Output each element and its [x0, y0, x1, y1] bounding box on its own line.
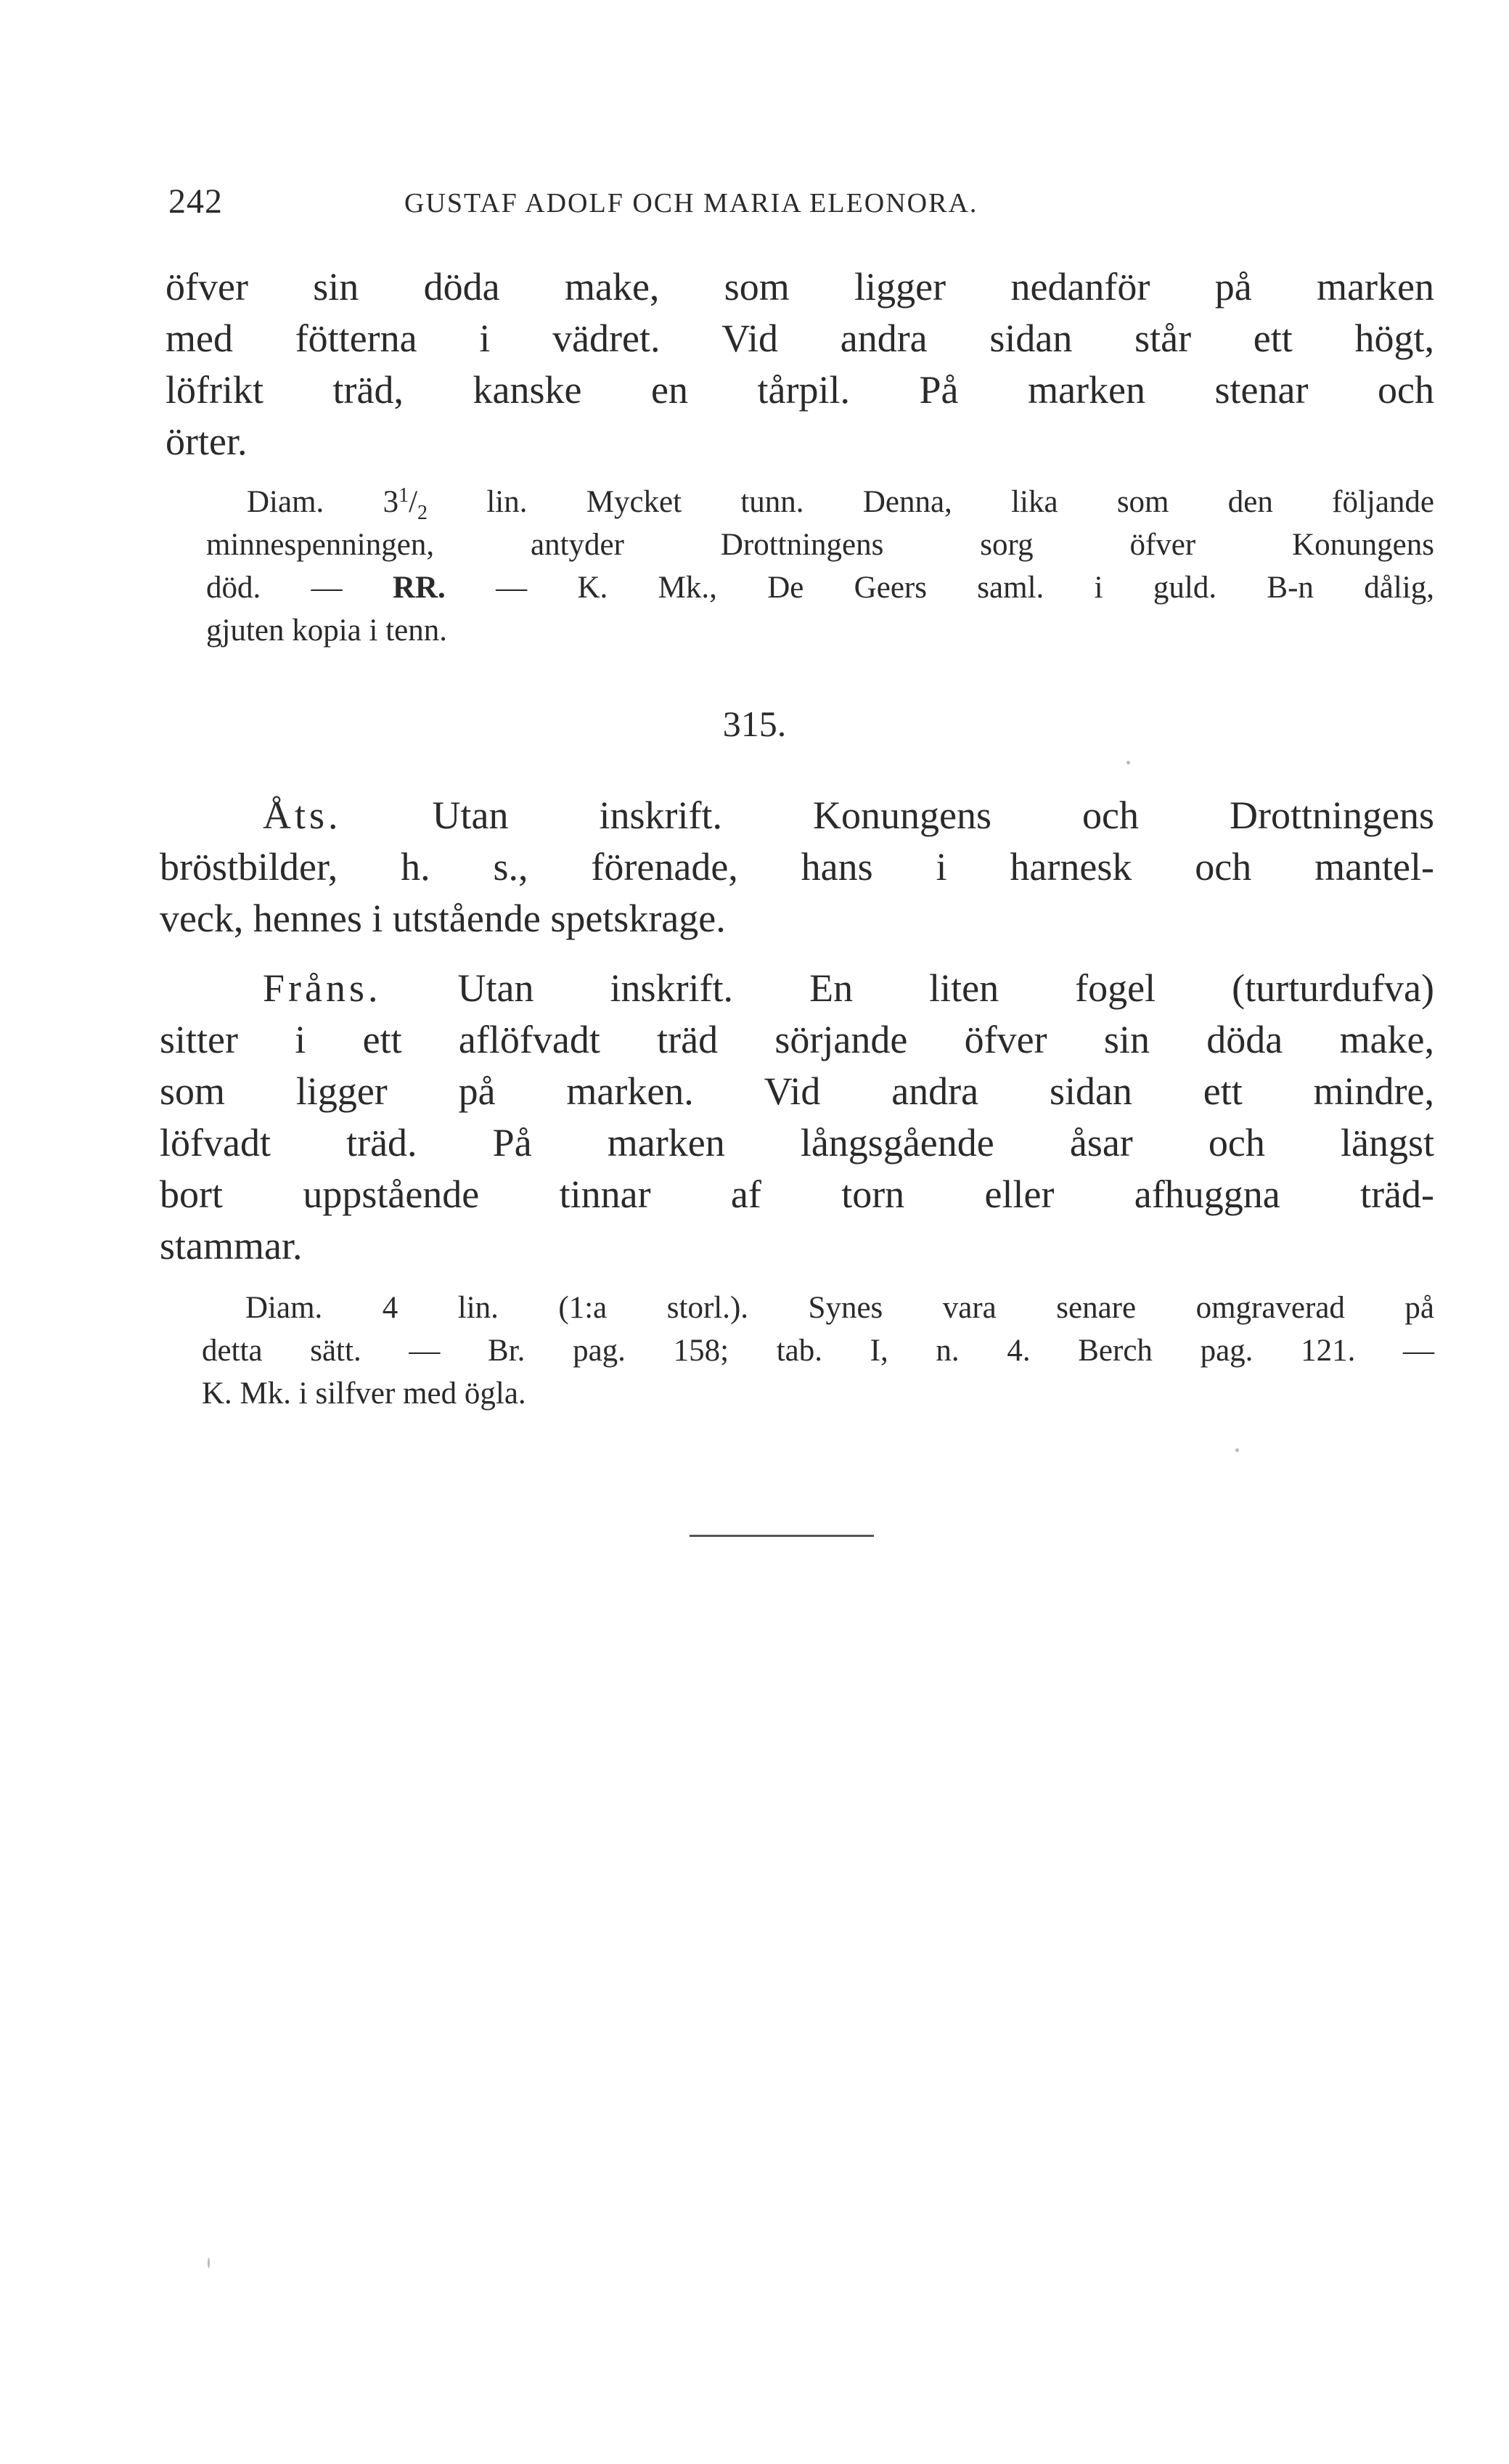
- note-text: — K. Mk., De Geers saml. i guld. B-n dålig,: [496, 571, 1434, 605]
- text-line: löfrikt träd, kanske en tårpil. På marken stenar och: [165, 368, 1434, 412]
- text-line: löfvadt träd. På marken långsgående åsar och längst: [160, 1121, 1434, 1164]
- scan-speck: [1235, 1448, 1239, 1452]
- note-line: minnespenningen, antyder Drottningens sorg öfver Konungens: [206, 528, 1434, 562]
- note-line: [206, 568, 1434, 608]
- diam-label: Diam.: [247, 485, 324, 519]
- page-header: [168, 181, 1439, 225]
- text-line: bort uppstående tinnar af torn eller afhuggna träd-: [160, 1172, 1434, 1216]
- reverse-text: Utan inskrift. En liten fogel (turturdufva): [457, 966, 1434, 1010]
- text-line: örter.: [165, 420, 248, 463]
- section-divider: [690, 1535, 874, 1537]
- text-line: med fötterna i vädret. Vid andra sidan står ett högt,: [165, 317, 1434, 360]
- page-number: 242: [168, 182, 223, 221]
- scan-speck: [208, 2258, 210, 2268]
- text-line: [263, 791, 1434, 839]
- note-text: lin. Mycket tunn. Denna, lika som den följande: [486, 485, 1435, 519]
- text-line: öfver sin döda make, som ligger nedanför på marken: [165, 265, 1434, 309]
- diam-value: $3^1/_2$: [383, 484, 428, 524]
- text-line: som ligger på marken. Vid andra sidan ett mindre,: [160, 1069, 1434, 1113]
- entry-number: 315.: [722, 703, 787, 744]
- note-line: Diam. 4 lin. (1:a storl.). Synes vara senare omgraverad på: [245, 1291, 1434, 1325]
- note-line: K. Mk. i silfver med ögla.: [202, 1376, 526, 1411]
- note-line: [247, 483, 1434, 522]
- scan-speck: [1126, 761, 1130, 764]
- obverse-label: Åts.: [263, 794, 342, 837]
- text-line: stammar.: [160, 1224, 303, 1268]
- obverse-text: Utan inskrift. Konungens och Drottningens: [432, 794, 1435, 837]
- text-line: bröstbilder, h. s., förenade, hans i harnesk och mantel-: [160, 845, 1434, 889]
- text-line: veck, hennes i utstående spetskrage.: [160, 897, 726, 940]
- text-line: sitter i ett aflöfvadt träd sörjande öfver sin döda make,: [160, 1018, 1434, 1061]
- note-line: detta sätt. — Br. pag. 158; tab. I, n. 4. Berch pag. 121. —: [202, 1334, 1434, 1368]
- text-line: [263, 964, 1434, 1012]
- note-text: död. —: [206, 571, 343, 605]
- running-head: GUSTAF ADOLF OCH MARIA ELEONORA.: [404, 188, 978, 219]
- note-line: gjuten kopia i tenn.: [206, 613, 447, 648]
- reverse-label: Fråns.: [263, 966, 382, 1010]
- rarity-mark: RR.: [392, 571, 446, 605]
